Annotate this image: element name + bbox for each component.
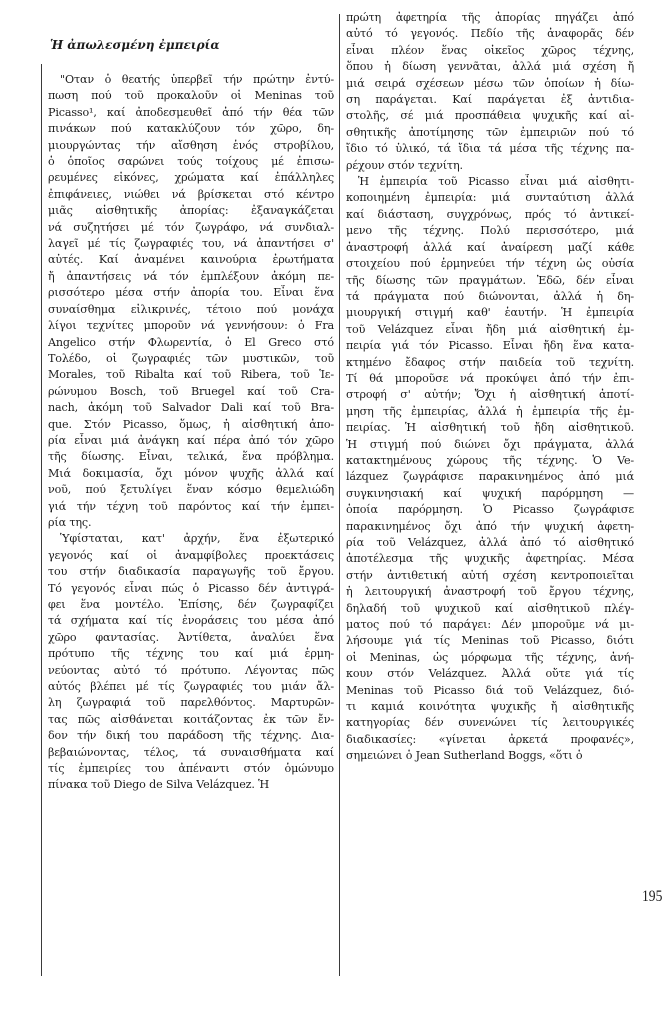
text-line: πινάκων πού κατακλύζουν τόν χῶρο, δη- [48, 122, 334, 136]
left-margin-rule [41, 64, 42, 976]
text-line: κατηγορίας δέν συνενώνει τίς λειτουργικές [346, 716, 634, 730]
text-line: Angelico στήν Φλωρεντία, ὁ El Greco στό [48, 335, 334, 349]
text-line: νά συζητήσει μέ τόν ζωγράφο, νά συνδιαλ- [48, 220, 334, 234]
text-line: lázquez ζωγράφισε παρακινημένος ἀπό μιά [346, 470, 634, 484]
text-line: μιουργώντας τήν αἴσθηση ἑνός στροβίλου, [48, 138, 334, 152]
text-line: οἱ Meninas, ὡς μόρφωμα τῆς τέχνης, ἀνή- [346, 650, 634, 664]
text-line: στοιχείου πού ἑρμηνεύει τήν τέχνη ὡς οὐσία [346, 257, 634, 271]
text-line: ρία εἶναι μιά ἀνάγκη καί πέρα ἀπό τόν χῶρο [48, 433, 334, 447]
left-text-column [48, 72, 334, 794]
text-line: πειρίας. Ἡ αἰσθητική τοῦ ἤδη αἰσθητικοῦ. [346, 421, 634, 435]
text-line: τῆς δίωσης. Εἶναι, τελικά, ἕνα πρόβλημα. [48, 450, 334, 464]
text-line: Τί θά μποροῦσε νά προκύψει ἀπό τήν ἐπι- [346, 371, 634, 385]
text-line: ρισσότερο μέσα στήν ἀπορία του. Εἶναι ἕνα [48, 286, 334, 300]
text-line: Ὑφίσταται, κατ' ἀρχήν, ἕνα ἐξωτερικό [60, 532, 334, 546]
text-line: ρέχουν στόν τεχνίτη. [346, 158, 463, 172]
text-line: ὅπου ἡ δίωση γεννᾶται, ἀλλά μιά σχέση ἤ [346, 60, 634, 74]
text-line: ση παράγεται. Καί παράγεται ἐξ ἀντιδια- [346, 93, 634, 107]
text-line: "Οταν ὁ θεατής ὑπερβεῖ τήν πρώτην ἐντύ- [60, 73, 334, 86]
text-line: κοποιημένη ἐμπειρία: μιά συνταύτιση ἀλλά [346, 191, 634, 205]
text-line: γιά τήν τέχνη τοῦ παρόντος καί τήν ἐμπει- [48, 499, 334, 513]
text-line: δον τήν δική του παράδοση τῆς τέχνης. Δια- [48, 729, 334, 743]
text-line: λαγεῖ μέ τίς ζωγραφιές του, νά ἀπαντήσει σ' [48, 237, 334, 251]
page-number: 195 [642, 888, 663, 905]
text-line: ἴδιο τό ὑλικό, τά ἴδια τά μέσα τῆς τέχνης πα- [346, 142, 634, 156]
section-title: Ἡ ἀπωλεσμένη ἐμπειρία [50, 38, 220, 52]
text-line: κατακτημένους χώρους τῆς τέχνης. Ὁ Ve- [346, 453, 634, 467]
text-line: στροφή σ' αὐτήν; Ὄχι ἡ αἰσθητική ἀποτί- [346, 388, 634, 402]
text-line: αὐτό τό γεγονός. Πεδίο τῆς ἀναφορᾶς δέν [346, 27, 634, 41]
text-line: que. Στόν Picasso, ὅμως, ἡ αἰσθητική ἀπο- [48, 417, 334, 431]
text-line: πωση πού τοῦ προκαλοῦν οἱ Meninas τοῦ [48, 89, 334, 103]
text-line: χῶρο φαντασίας. Ἀντίθετα, ἀναλύει ἕνα [48, 630, 334, 644]
text-line: εἶναι πλέον ἕνας οἰκεῖος χῶρος τέχνης, [346, 43, 634, 57]
text-line: ἀναστροφή ἀλλά καί ἀναίρεση μαζί κάθε [346, 240, 634, 254]
text-line: λήσουμε γιά τίς Meninas τοῦ Picasso, διότι [346, 634, 634, 648]
text-line: ρία της. [48, 515, 92, 529]
text-line: Μιά δοκιμασία, ὄχι μόνον ψυχῆς ἀλλά καί [48, 466, 334, 480]
text-line: δηλαδή τοῦ ψυχικοῦ καί αἰσθητικοῦ πλέγ- [346, 601, 634, 615]
text-line: λη ζωγραφιά τοῦ παρελθόντος. Μαρτυρῶν- [48, 696, 334, 710]
text-line: μενο τῆς τέχνης. Πολύ περισσότερο, μιά [346, 224, 634, 238]
text-line: πρότυπο τῆς τέχνης του καί μιά ἑρμη- [48, 647, 334, 661]
text-line: τοῦ Velázquez εἶναι ἤδη μιά αἰσθητική ἐμ- [346, 322, 634, 336]
text-line: νεύοντας αὐτό τό πρότυπο. Λέγοντας πῶς [48, 663, 334, 677]
text-line: αὐτός βλέπει μέ τίς ζωγραφιές του μιάν ἄλ- [48, 680, 334, 694]
text-line: ὁ ὁποῖος σαρώνει τούς τοίχους μέ ἐπισω- [48, 155, 334, 169]
text-line: Τολέδο, οἱ ζωγραφιές τῶν μυστικῶν, τοῦ [48, 351, 334, 365]
text-line: ἀποτέλεσμα τῆς ψυχικῆς ἀφετηρίας. Μέσα [346, 552, 634, 566]
text-line: πρώτη ἀφετηρία τῆς ἀπορίας πηγάζει ἀπό [346, 11, 634, 24]
text-line: ματος πού τό παράγει: Δέν μποροῦμε νά μι- [346, 618, 634, 632]
text-line: ἤ ἀπαντήσεις νά τόν ἐμπλέξουν ἀκόμη πε- [48, 269, 334, 283]
text-line: διαδικασίες: «γίνεται ἀρκετά προφανές», [346, 732, 634, 746]
text-line: παρακινημένος ὄχι ἀπό τήν ψυχική ἀφετη- [346, 519, 634, 533]
text-line: Morales, τοῦ Ribalta καί τοῦ Ribera, τοῦ Ἱε- [48, 368, 334, 382]
text-line: τίς ἐμπειρίες του ἀπέναντι στόν ὁμώνυμο [48, 762, 334, 776]
text-line: μηση τῆς ἐμπειρίας, ἀλλά ἡ ἐμπειρία τῆς ἐμ- [346, 404, 634, 418]
text-line: μιᾶς αἰσθητικῆς ἀπορίας: ἐξαναγκάζεται [48, 204, 334, 218]
text-line: τῆς δίωσης τῶν πραγμάτων. Ἐδῶ, δέν εἶναι [346, 273, 634, 287]
text-line: ρευμένες εἰκόνες, χρώματα καί ἐπάλληλες [48, 171, 334, 185]
text-line: τά σχήματα καί τίς ἐνοράσεις του μέσα ἀπό [48, 614, 334, 628]
text-line: μιουργική στιγμή καθ' ἑαυτήν. Ἡ ἐμπειρία [346, 306, 634, 320]
text-line: κουν στόν Velázquez. Ἀλλά οὔτε γιά τίς [346, 667, 634, 681]
text-line: Τό γεγονός εἶναι πώς ὁ Picasso δέν ἀντιγρά- [48, 581, 334, 595]
text-line: πειρία γιά τόν Picasso. Εἶναι ἤδη ἕνα κατα- [346, 339, 634, 353]
text-line: βεβαιώνοντας, τέλος, τά συναισθήματα καί [48, 745, 334, 759]
text-line: φει ἕνα μοντέλο. Ἐπίσης, δέν ζωγραφίζει [48, 598, 334, 611]
text-line: σημειώνει ὁ Jean Sutherland Boggs, «ὅτι ὁ [346, 749, 583, 763]
text-line: ἡ λειτουργική ἀναστροφή τοῦ ἔργου τέχνης, [346, 585, 634, 599]
text-line: τά πράγματα πού διώνονται, ἀλλά ἡ δη- [346, 289, 634, 303]
text-line: σθητικῆς ἀποτίμησης τῶν ἐμπειριῶν πού τό [346, 125, 634, 139]
text-line: λίγοι τεχνίτες μποροῦν νά γεννήσουν: ὁ Fra [48, 319, 334, 333]
text-line: nach, ἀκόμη τοῦ Salvador Dali καί τοῦ Bra- [48, 401, 334, 415]
text-line: Meninas τοῦ Picasso διά τοῦ Velázquez, διό- [346, 683, 634, 697]
text-line: μιά σειρά σχέσεων μέσω τῶν ὁποίων ἡ δίω- [346, 76, 634, 90]
text-line: συναίσθημα εἰλικρινές, τέτοιο πού μονάχα [48, 302, 334, 316]
text-line: ρία τοῦ Velázquez, ἀλλά ἀπό τό αἰσθητικό [346, 536, 634, 549]
text-line: Ἡ στιγμή πού διώνει ὄχι πράγματα, ἀλλά [346, 437, 634, 451]
text-line: συγκινησιακή καί ψυχική παρόρμηση — [346, 486, 634, 500]
text-line: Picasso¹, καί ἀποδεσμευθεῖ ἀπό τήν θέα τῶν [48, 105, 334, 119]
text-line: στήν ἀντιθετική αὐτή σχέση κεντροποιεῖται [346, 568, 634, 582]
right-text-column [346, 10, 634, 765]
text-line: κτημένο ἔδαφος στήν παιδεία τοῦ τεχνίτη. [346, 355, 634, 369]
text-line: ὁποία παρόρμηση. Ὁ Picasso ζωγράφισε [346, 503, 634, 517]
text-line: γεγονός καί οἱ ἀναμφίβολες προεκτάσεις [48, 548, 334, 562]
text-line: νοῦ, πού ξετυλίγει ἕναν κόσμο θεμελιώδη [48, 483, 334, 497]
text-line: πίνακα τοῦ Diego de Silva Velázquez. Ἡ [48, 778, 270, 792]
text-line: αὐτές. Καί ἀναμένει καινούρια ἐρωτήματα [48, 253, 334, 267]
text-line: ἐπιφάνειες, νιώθει νά βρίσκεται στό κέντρο [48, 187, 334, 201]
text-line: τας πῶς αἰσθάνεται κοιτάζοντας ἐκ τῶν ἔν- [48, 712, 334, 726]
text-line: στολῆς, σέ μιά προσπάθεια ψυχικῆς καί αἰ- [346, 109, 634, 123]
text-line: καί διάσταση, συγχρόνως, πρός τό ἀντικεί- [346, 207, 634, 221]
column-divider-rule [339, 14, 340, 976]
text-line: του στήν διαδικασία παραγωγῆς τοῦ ἔργου. [48, 565, 334, 579]
text-line: ρώνυμου Bosch, τοῦ Bruegel καί τοῦ Cra- [48, 384, 334, 398]
text-line: τι καμιά κοινότητα ψυχικῆς ἤ αἰσθητικῆς [346, 700, 634, 714]
text-line: Ἡ ἐμπειρία τοῦ Picasso εἶναι μιά αἰσθητι- [358, 175, 634, 189]
